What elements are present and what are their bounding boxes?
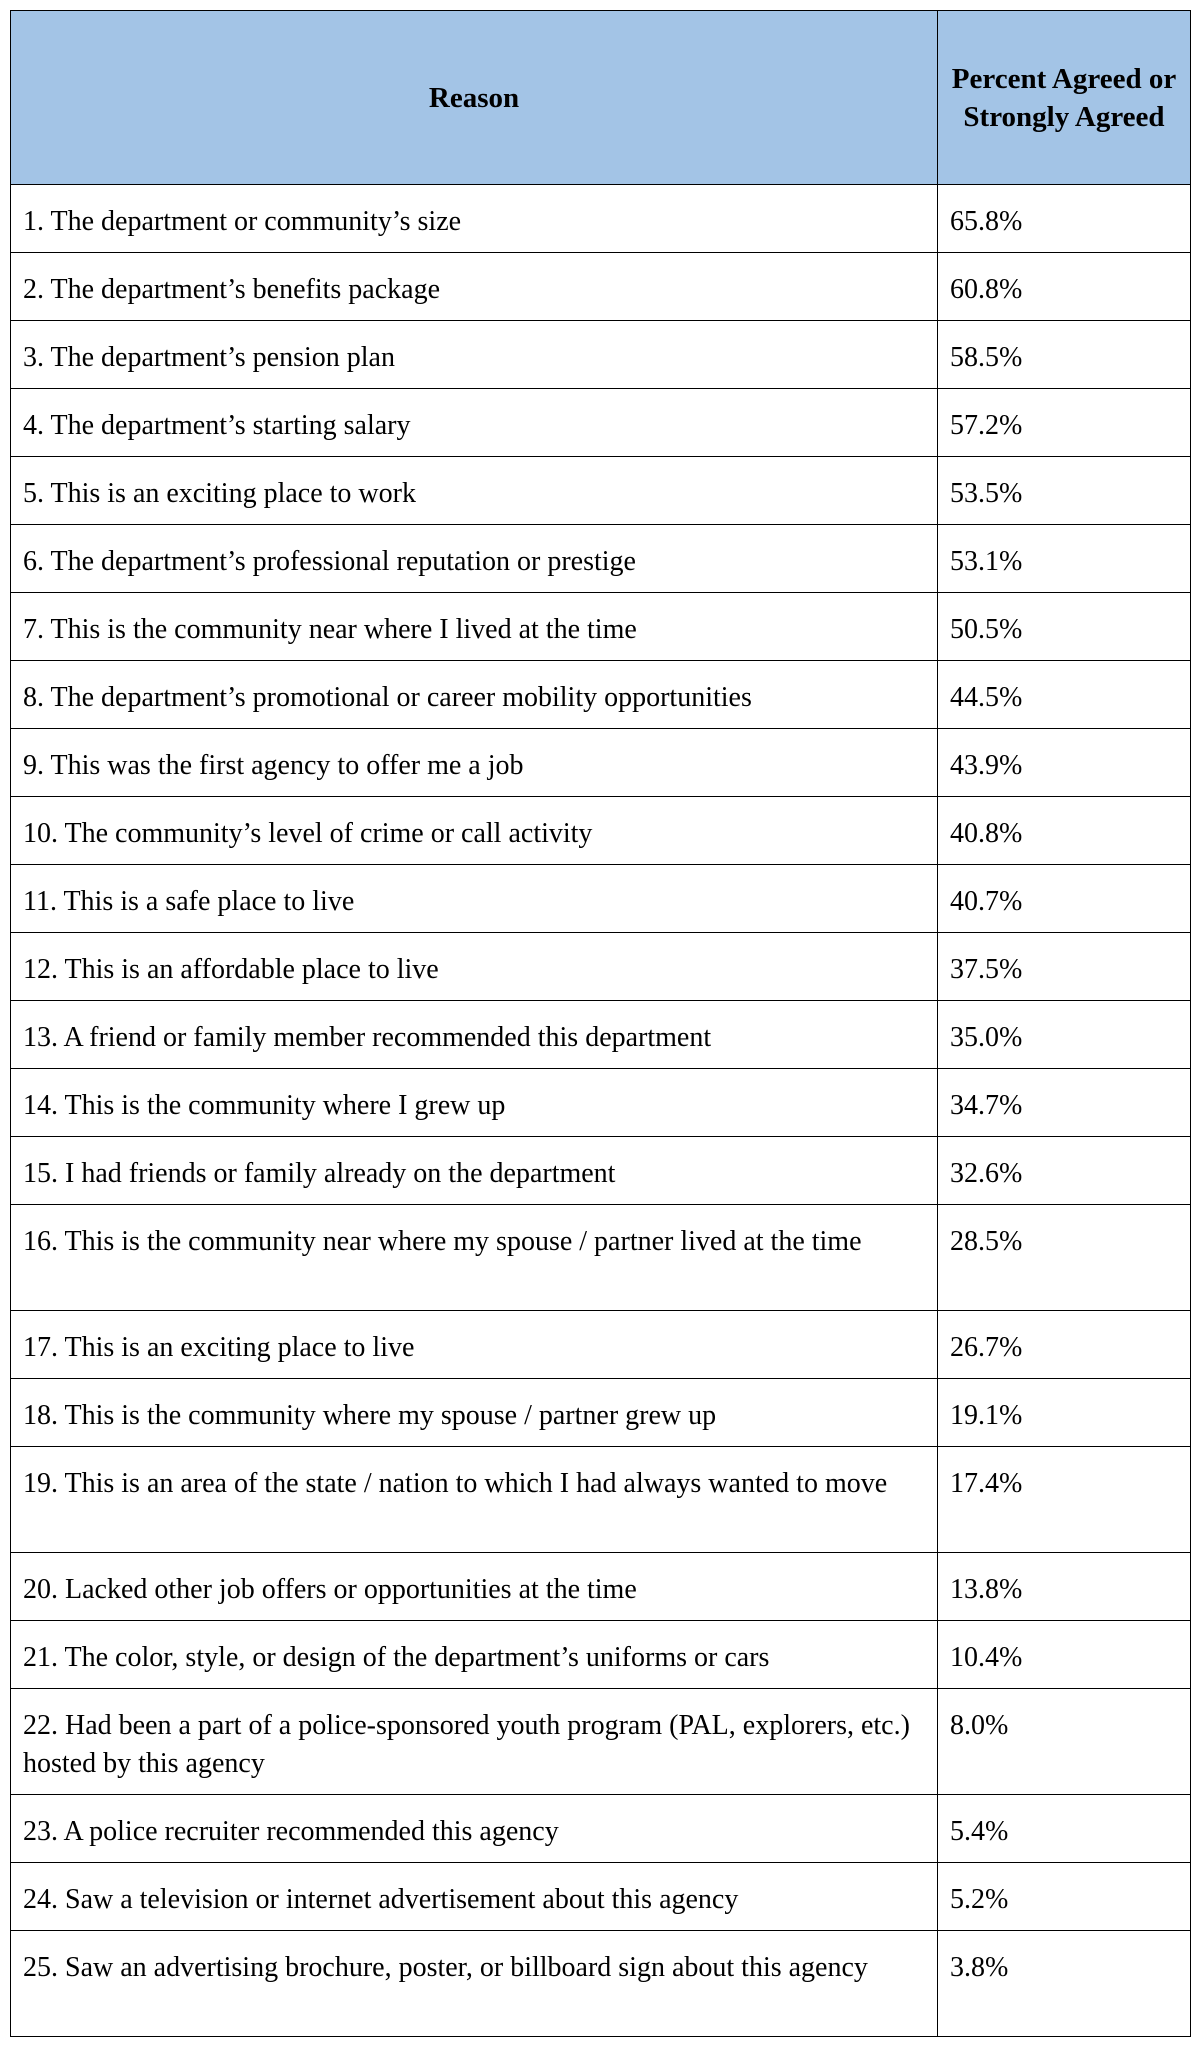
table-row bbox=[11, 525, 1191, 593]
table-row bbox=[11, 1621, 1191, 1689]
table-row bbox=[11, 865, 1191, 933]
reason-cell: 4. The department’s starting salary bbox=[11, 389, 938, 457]
percent-cell: 53.5% bbox=[938, 457, 1191, 525]
reason-cell: 23. A police recruiter recommended this agency bbox=[11, 1795, 938, 1863]
reasons-table bbox=[10, 10, 1191, 2037]
table-row bbox=[11, 1795, 1191, 1863]
header-reason: Reason bbox=[11, 11, 938, 185]
table-row bbox=[11, 185, 1191, 253]
table-row bbox=[11, 389, 1191, 457]
percent-cell: 60.8% bbox=[938, 253, 1191, 321]
reason-cell: 20. Lacked other job offers or opportunities at the time bbox=[11, 1553, 938, 1621]
percent-cell: 26.7% bbox=[938, 1311, 1191, 1379]
reason-cell: 15. I had friends or family already on the department bbox=[11, 1137, 938, 1205]
header-percent: Percent Agreed or Strongly Agreed bbox=[938, 11, 1191, 185]
table-row bbox=[11, 1931, 1191, 2037]
percent-cell: 13.8% bbox=[938, 1553, 1191, 1621]
percent-cell: 10.4% bbox=[938, 1621, 1191, 1689]
table-row bbox=[11, 1205, 1191, 1311]
reason-cell: 17. This is an exciting place to live bbox=[11, 1311, 938, 1379]
reasons-table-container bbox=[10, 10, 1190, 2037]
percent-cell: 5.4% bbox=[938, 1795, 1191, 1863]
reason-cell: 18. This is the community where my spouse / partner grew up bbox=[11, 1379, 938, 1447]
reason-cell: 1. The department or community’s size bbox=[11, 185, 938, 253]
table-row bbox=[11, 933, 1191, 1001]
table-row bbox=[11, 1069, 1191, 1137]
table-row bbox=[11, 1863, 1191, 1931]
percent-cell: 40.8% bbox=[938, 797, 1191, 865]
reason-cell: 24. Saw a television or internet advertisement about this agency bbox=[11, 1863, 938, 1931]
reason-cell: 25. Saw an advertising brochure, poster, or billboard sign about this agency bbox=[11, 1931, 938, 2037]
reason-cell: 19. This is an area of the state / nation to which I had always wanted to move bbox=[11, 1447, 938, 1553]
percent-cell: 53.1% bbox=[938, 525, 1191, 593]
reason-cell: 5. This is an exciting place to work bbox=[11, 457, 938, 525]
table-row bbox=[11, 593, 1191, 661]
percent-cell: 50.5% bbox=[938, 593, 1191, 661]
table-row bbox=[11, 321, 1191, 389]
percent-cell: 34.7% bbox=[938, 1069, 1191, 1137]
reason-cell: 16. This is the community near where my spouse / partner lived at the time bbox=[11, 1205, 938, 1311]
percent-cell: 58.5% bbox=[938, 321, 1191, 389]
table-row bbox=[11, 1137, 1191, 1205]
reason-cell: 11. This is a safe place to live bbox=[11, 865, 938, 933]
reason-cell: 21. The color, style, or design of the department’s uniforms or cars bbox=[11, 1621, 938, 1689]
percent-cell: 57.2% bbox=[938, 389, 1191, 457]
table-row bbox=[11, 1447, 1191, 1553]
table-row bbox=[11, 1379, 1191, 1447]
reason-cell: 13. A friend or family member recommended this department bbox=[11, 1001, 938, 1069]
table-header-row bbox=[11, 11, 1191, 185]
table-row bbox=[11, 1001, 1191, 1069]
percent-cell: 43.9% bbox=[938, 729, 1191, 797]
table-row bbox=[11, 1689, 1191, 1795]
reason-cell: 7. This is the community near where I lived at the time bbox=[11, 593, 938, 661]
percent-cell: 28.5% bbox=[938, 1205, 1191, 1311]
reason-cell: 10. The community’s level of crime or call activity bbox=[11, 797, 938, 865]
table-row bbox=[11, 797, 1191, 865]
percent-cell: 35.0% bbox=[938, 1001, 1191, 1069]
table-row bbox=[11, 729, 1191, 797]
percent-cell: 40.7% bbox=[938, 865, 1191, 933]
reason-cell: 22. Had been a part of a police-sponsored youth program (PAL, explorers, etc.) hosted by this agency bbox=[11, 1689, 938, 1795]
table-row bbox=[11, 253, 1191, 321]
percent-cell: 5.2% bbox=[938, 1863, 1191, 1931]
reason-cell: 3. The department’s pension plan bbox=[11, 321, 938, 389]
table-row bbox=[11, 661, 1191, 729]
table-row bbox=[11, 1553, 1191, 1621]
reason-cell: 2. The department’s benefits package bbox=[11, 253, 938, 321]
percent-cell: 37.5% bbox=[938, 933, 1191, 1001]
percent-cell: 8.0% bbox=[938, 1689, 1191, 1795]
table-row bbox=[11, 457, 1191, 525]
reason-cell: 12. This is an affordable place to live bbox=[11, 933, 938, 1001]
percent-cell: 3.8% bbox=[938, 1931, 1191, 2037]
percent-cell: 65.8% bbox=[938, 185, 1191, 253]
reason-cell: 14. This is the community where I grew up bbox=[11, 1069, 938, 1137]
table-row bbox=[11, 1311, 1191, 1379]
percent-cell: 17.4% bbox=[938, 1447, 1191, 1553]
percent-cell: 19.1% bbox=[938, 1379, 1191, 1447]
percent-cell: 44.5% bbox=[938, 661, 1191, 729]
reason-cell: 6. The department’s professional reputation or prestige bbox=[11, 525, 938, 593]
reason-cell: 9. This was the first agency to offer me a job bbox=[11, 729, 938, 797]
reason-cell: 8. The department’s promotional or career mobility opportunities bbox=[11, 661, 938, 729]
percent-cell: 32.6% bbox=[938, 1137, 1191, 1205]
